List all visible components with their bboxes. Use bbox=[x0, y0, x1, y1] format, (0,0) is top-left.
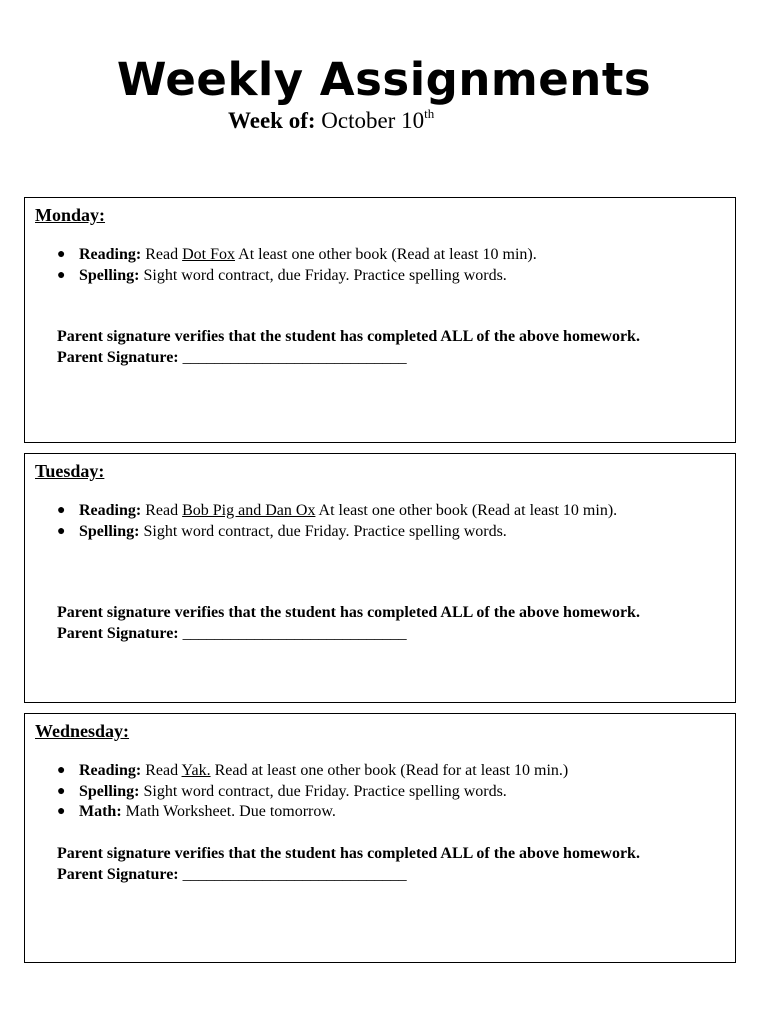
bullet-icon: ● bbox=[57, 503, 66, 518]
parent-signature bbox=[57, 864, 407, 885]
task-text: Read bbox=[145, 762, 182, 779]
bullet-icon: ● bbox=[57, 763, 66, 778]
task-list bbox=[57, 501, 617, 542]
signature-label: Parent Signature: bbox=[57, 866, 179, 883]
task-text: At least one other book (Read at least 10 min). bbox=[315, 502, 618, 519]
task-subject: Spelling: bbox=[79, 782, 140, 800]
task-text: Sight word contract, due Friday. Practice spelling words. bbox=[139, 782, 507, 800]
task-subject: Reading: bbox=[79, 762, 142, 779]
day-box-tuesday bbox=[24, 453, 736, 703]
task-subject: Spelling: bbox=[79, 522, 140, 540]
task-subject: Reading: bbox=[79, 246, 142, 263]
week-of-date-suffix: th bbox=[424, 106, 435, 121]
bullet-icon: ● bbox=[57, 247, 66, 262]
task-text: Sight word contract, due Friday. Practice spelling words. bbox=[139, 266, 507, 284]
week-of-date: October 10 bbox=[321, 108, 425, 133]
signature-line: ____________________________ bbox=[182, 349, 407, 366]
task-text: Sight word contract, due Friday. Practice spelling words. bbox=[139, 522, 507, 540]
week-of bbox=[228, 106, 434, 136]
verify-text: Parent signature verifies that the student has completed ALL of the above homework. bbox=[57, 845, 640, 862]
page-title: Weekly Assignments bbox=[116, 53, 652, 106]
signature-label: Parent Signature: bbox=[57, 625, 179, 642]
task-text: Read bbox=[145, 502, 183, 519]
signature-line: ____________________________ bbox=[182, 625, 407, 642]
task-text: Read at least one other book (Read for at least 10 min.) bbox=[210, 762, 569, 779]
bullet-icon: ● bbox=[57, 267, 66, 283]
task-text: Math Worksheet. Due tomorrow. bbox=[121, 803, 336, 820]
parent-signature bbox=[57, 623, 407, 644]
bullet-icon: ● bbox=[57, 783, 66, 799]
parent-signature bbox=[57, 347, 407, 368]
task-subject: Math: bbox=[79, 803, 122, 820]
task-item bbox=[57, 501, 617, 522]
verify-text: Parent signature verifies that the student has completed ALL of the above homework. bbox=[57, 604, 640, 621]
task-item bbox=[57, 522, 617, 543]
day-box-wednesday bbox=[24, 713, 736, 963]
week-of-label: Week of: bbox=[228, 108, 316, 133]
day-title: Tuesday: bbox=[35, 461, 105, 481]
task-text: At least one other book (Read at least 10 min). bbox=[235, 246, 537, 263]
signature-label: Parent Signature: bbox=[57, 349, 179, 366]
day-title: Monday: bbox=[35, 205, 106, 225]
day-box-monday bbox=[24, 197, 736, 443]
task-text: Read bbox=[145, 246, 183, 263]
task-item bbox=[57, 782, 568, 803]
task-item bbox=[57, 802, 568, 823]
bullet-icon: ● bbox=[57, 804, 66, 819]
verify-text: Parent signature verifies that the student has completed ALL of the above homework. bbox=[57, 328, 640, 345]
book-title: Yak. bbox=[181, 762, 211, 779]
task-subject: Spelling: bbox=[79, 266, 140, 284]
signature-line: ____________________________ bbox=[182, 866, 407, 883]
task-item bbox=[57, 245, 537, 266]
task-item bbox=[57, 266, 537, 287]
task-list bbox=[57, 761, 568, 823]
book-title: Dot Fox bbox=[182, 246, 236, 263]
book-title: Bob Pig and Dan Ox bbox=[182, 502, 316, 519]
task-subject: Reading: bbox=[79, 502, 142, 519]
bullet-icon: ● bbox=[57, 523, 66, 539]
day-title: Wednesday: bbox=[35, 721, 130, 741]
task-list bbox=[57, 245, 537, 286]
task-item bbox=[57, 761, 568, 782]
